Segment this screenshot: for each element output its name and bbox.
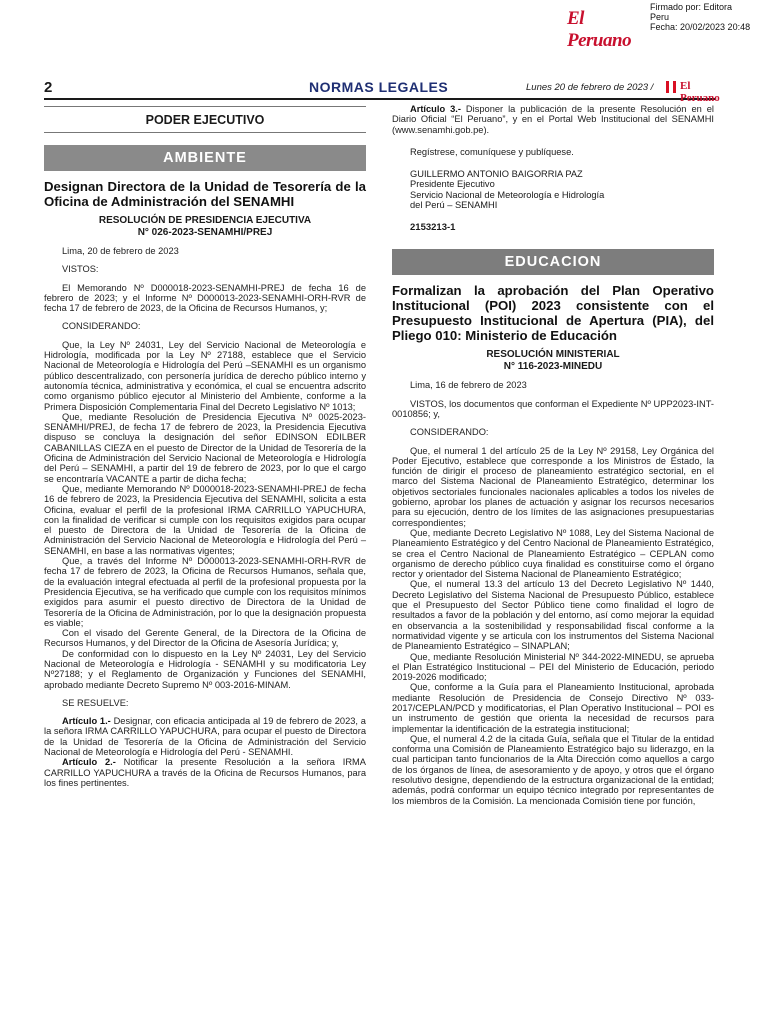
publication-code: 2153213-1 <box>410 222 456 234</box>
article-text: Disponer la publicación de la presente Resolución en el Diario Oficial “El Peruano”, y en el Portal Web Institucional del SENAMHI (www.senamhi.gob.pe). <box>392 104 714 135</box>
paragraph <box>392 579 714 651</box>
paragraph <box>392 380 714 390</box>
paragraph <box>44 264 366 274</box>
article-body <box>44 246 366 788</box>
signer-block <box>392 169 714 210</box>
paragraph-text: Lima, 16 de febrero de 2023 <box>410 380 527 391</box>
paragraph-text: VISTOS: <box>62 264 99 275</box>
paragraph-text: Que, la Ley Nº 24031, Ley del Servicio Nacional de Meteorología e Hidrología, modificada por la Ley Nº 27188, establece que el Servicio Nacional de Meteorología e Hidrología del Perú –SENAMHI es un organismo público descentralizado, con personería jurídica de derecho público interno y autonomía técnica, administrativa y económica, el cual se encuentra adscrito como organismo público ejecutor al Ministerio del Ambiente, conforme a la Primera Disposición Complementaria Final del Decreto Legislativo Nº 1013; <box>44 339 366 412</box>
peru-flag-icon <box>666 81 676 93</box>
paragraph <box>44 246 366 256</box>
paragraph <box>392 652 714 683</box>
article-continuation <box>392 104 714 135</box>
signer-line: Presidente Ejecutivo <box>410 179 495 190</box>
paragraph-text: SE RESUELVE: <box>62 697 129 708</box>
paragraph-text: VISTOS, los documentos que conforman el Expediente Nº UPP2023-INT-0010856; y, <box>392 398 714 419</box>
paragraph <box>44 340 366 412</box>
article-label: Artículo 2.- <box>62 757 116 768</box>
paragraph <box>44 556 366 628</box>
paragraph-text: Que, mediante Memorando Nº D000018-2023-SENAMHI-PREJ de fecha 16 de febrero de 2023, la Presidencia Ejecutiva del SENAMHI, solicita a esta Oficina, evaluar el perfil de la profesional IRMA CARRILLO YAPUCHURA, con la finalidad de verificar si cumple con los requisitos exigidos para ocupar el puesto de Directora de la Unidad de Tesorería de la Oficina de Administración del Servicio Nacional de Meteorología e Hidrología del Perú – SENAMHI, en base a las normativas vigentes; <box>44 483 366 556</box>
paragraph <box>392 446 714 528</box>
paragraph-text: Designar, con eficacia anticipada al 19 de febrero de 2023, a la señora IRMA CARRILLO YAPUCHURA, para ocupar el puesto de Directora de la Unidad de Tesorería de la Oficina de Administración del Servicio Nacional de Meteorología e Hidrología del Perú - SENAMHI. <box>44 716 366 758</box>
el-peruano-logo: El Peruano <box>567 8 632 51</box>
paragraph <box>44 628 366 649</box>
paragraph-text: Con el visado del Gerente General, de la Directora de la Oficina de Recursos Humanos, y del Director de la Oficina de Asesoría Jurídica; y, <box>44 628 366 649</box>
paragraph <box>392 399 714 420</box>
article-headline: Designan Directora de la Unidad de Tesorería de la Oficina de Administración del SENAMHI <box>44 179 366 209</box>
right-column <box>392 104 714 806</box>
paragraph-text: Que, el numeral 13.3 del artículo 13 del Decreto Legislativo Nº 1440, Decreto Legislativo del Sistema Nacional de Presupuesto Público, establece que el Presupuesto del Sector Público tiene como finalidad el logro de resultados a favor de la población y del entorno, así como mejorar la equidad en observancia a la sostenibilidad y responsabilidad fiscal conforme a la normatividad vigente y se articula con los instrumentos del Sistema Nacional de Planeamiento Estratégico – SINAPLAN; <box>392 579 714 652</box>
page-header <box>44 78 720 104</box>
signature-line: Firmado por: Editora <box>650 2 733 12</box>
paragraph-text: Que, mediante Resolución de Presidencia Ejecutiva Nº 0025-2023-SENAMHI/PREJ, de fecha 17 de febrero de 2023, la Presidencia Ejecutiva dispuso se concluya la designación del señor EDINSON EDILBER CABANILLAS CIEZA en el puesto de Director de la Unidad de Tesorería de la Oficina de Administración del Servicio Nacional de Meteorología e Hidrología del Perú – SENAMHI, a partir del 19 de febrero de 2023, por lo que el cargo se encontraría VACANTE a partir de dicha fecha; <box>44 411 366 484</box>
sector-band: AMBIENTE <box>44 145 366 171</box>
article-body <box>392 380 714 806</box>
article-headline: Formalizan la aprobación del Plan Operativo Institucional (POI) 2023 consistente con el Presupuesto Institucional de Apertura (PIA), del Pliego 010: Ministerio de Educación <box>392 283 714 344</box>
paragraph-text: Que, a través del Informe Nº D000013-2023-SENAMHI-ORH-RVR de fecha 17 de febrero de 2023, la Oficina de Recursos Humanos, señala que, de la evaluación integral efectuada al perfil de la profesional propuesta por la Presidencia Ejecutiva, se ha verificado que cumple con los requisitos mínimos exigidos para asumir el puesto directivo de Directora de la Unidad de Tesorería de la Oficina de Administración, por lo que la designación propuesta es viable; <box>44 556 366 628</box>
paragraph <box>392 528 714 579</box>
closing-formula: Regístrese, comuníquese y publíquese. <box>410 146 574 157</box>
resolution-line: N° 026-2023-SENAMHI/PREJ <box>137 226 273 238</box>
paragraph-text: CONSIDERANDO: <box>62 321 141 332</box>
paragraph <box>44 321 366 331</box>
paragraph <box>44 412 366 484</box>
flag-stripe <box>673 81 676 93</box>
header-date: Lunes 20 de febrero de 2023 / <box>526 82 654 93</box>
paragraph <box>392 734 714 806</box>
power-heading: PODER EJECUTIVO <box>44 106 366 133</box>
article-label: Artículo 3.- <box>410 104 461 114</box>
paragraph <box>44 757 366 788</box>
resolution-line: RESOLUCIÓN DE PRESIDENCIA EJECUTIVA <box>98 215 312 226</box>
paragraph-text: CONSIDERANDO: <box>410 427 489 438</box>
resolution-title <box>44 215 366 238</box>
paragraph <box>392 104 714 135</box>
paragraph-text: Que, el numeral 4.2 de la citada Guía, señala que el Titular de la entidad conforma una Comisión de Planeamiento Estratégico bajo su liderazgo, en la cual participan tanto funcionarios de la Alta Dirección como aquellos a cargo de los órganos de línea, de asesoramiento y de apoyo, y otros que el órgano resolutivo designe, dependiendo de la estructura organizacional de la entidad; además, podrá conformar un equipo técnico integrado por representantes de los miembros de la Comisión. La mencionada Comisión tiene por función, <box>392 733 714 806</box>
article-label: Artículo 1.- <box>62 716 111 727</box>
resolution-line: RESOLUCIÓN MINISTERIAL <box>486 349 620 361</box>
signature-line: Peru <box>650 12 670 22</box>
paragraph <box>44 283 366 314</box>
paragraph-text: Que, mediante Resolución Ministerial Nº 344-2022-MINEDU, se aprueba el Plan Estratégico Institucional – PEI del Ministerio de Educación, periodo 2019-2026 modificado; <box>392 651 714 683</box>
sector-band: EDUCACION <box>392 249 714 275</box>
paragraph-text: Notificar la presente Resolución a la señora IRMA CARRILLO YAPUCHURA a través de la Oficina de Recursos Humanos, para los fines pertinentes. <box>44 757 367 788</box>
paragraph <box>44 649 366 690</box>
signature-line: Fecha: 20/02/2023 20:48 <box>650 22 751 32</box>
resolution-title <box>392 349 714 372</box>
header-logo: El Peruano <box>680 80 720 104</box>
paragraph <box>44 484 366 556</box>
paragraph-text: Que, conforme a la Guía para el Planeamiento Institucional, aprobada mediante Resolución de Presidencia de Consejo Directivo Nº 033-2017/CEPLAN/PCD y modificatorias, el Plan Operativo Institucional – POI es un instrumento de gestión que orienta la necesidad de recursos para implementar la identificación de la estrategia institucional; <box>392 682 714 734</box>
resolution-line: N° 116-2023-MINEDU <box>503 360 603 372</box>
signer-line: Servicio Nacional de Meteorología e Hidrología <box>410 189 605 200</box>
signer-line: GUILLERMO ANTONIO BAIGORRIA PAZ <box>410 169 583 180</box>
page-number: 2 <box>44 79 53 96</box>
signature-text <box>650 2 768 32</box>
paragraph <box>44 716 366 757</box>
paragraph-text: Lima, 20 de febrero de 2023 <box>62 246 179 256</box>
paragraph <box>392 427 714 437</box>
paragraph <box>44 698 366 708</box>
paragraph-text: Que, mediante Decreto Legislativo Nº 1088, Ley del Sistema Nacional de Planeamiento Estratégico y del Centro Nacional de Planeamiento Estratégico, se crea el Centro Nacional de Planeamiento Estratégico – CEPLAN como organismo de derecho público cuya finalidad es constituirse como el órgano rector y orientador del Sistema Nacional de Planeamiento Estratégico; <box>392 527 714 580</box>
paragraph-text: De conformidad con lo dispuesto en la Ley Nº 24031, Ley del Servicio Nacional de Meteorología e Hidrología - SENAMHI y su modificatoria Ley Nº27188; y el Reglamento de Organización y Funciones del SENAMHI, aprobado mediante Decreto Supremo Nº 003-2016-MINAM. <box>44 648 366 690</box>
signer-line: del Perú – SENAMHI <box>410 200 498 211</box>
paragraph-text: El Memorando Nº D000018-2023-SENAMHI-PREJ de fecha 16 de febrero de 2023; y el Informe Nº D000013-2023-SENAMHI-ORH-RVR de fecha 17 de febrero de 2023, de la Oficina de Recursos Humanos, y; <box>44 282 366 314</box>
paragraph <box>392 682 714 733</box>
left-column <box>44 104 366 788</box>
section-title: NORMAS LEGALES <box>309 79 449 95</box>
paragraph-text: Que, el numeral 1 del artículo 25 de la Ley Nº 29158, Ley Orgánica del Poder Ejecutivo, establece que corresponde a los Ministros de Estado, la función de dirigir el proceso de planeamiento estratégico sectorial, en el marco del Sistema Nacional de Planeamiento Estratégico, determinar los objetivos sectoriales funcionales nacionales aplicables a todos los niveles de gobierno, aprobar los planes de actuación y asignar los recursos necesarios para su ejecución, dentro de los límites de las asignaciones presupuestarias correspondientes; <box>392 445 714 528</box>
